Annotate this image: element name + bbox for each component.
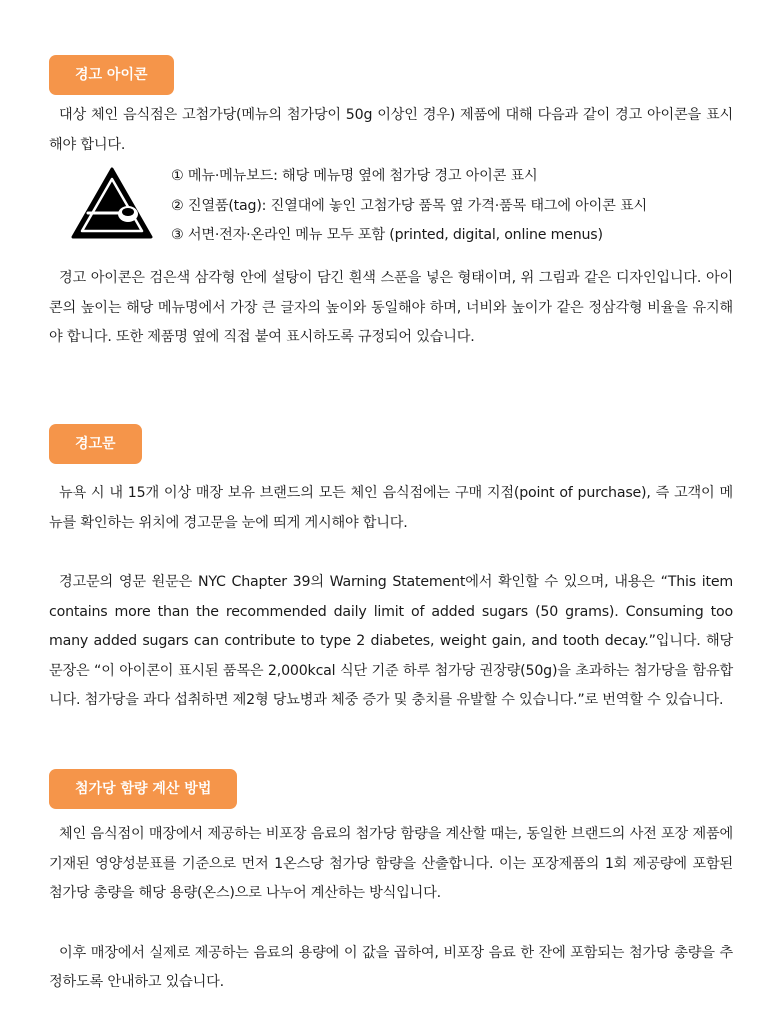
paragraph: 체인 음식점이 매장에서 제공하는 비포장 음료의 첨가당 함량을 계산할 때는, 동일한 브랜드의 사전 포장 제품에 기재된 영양성분표를 기준으로 먼저 1온스당 첨가당 함량을 산출합니다. 이는 포장제품의 1회 제공량에 포함된 첨가당 총량을 해당 용량(온스)으로 나누어 계산하는 방식입니다. — [49, 826, 733, 901]
section-warning-statement — [49, 424, 733, 716]
paragraph: 경고문의 영문 원문은 NYC Chapter 39의 Warning Statement에서 확인할 수 있으며, 내용은 “This item contains more than the recommended daily limit of added sugars (50 grams). Consuming too many added sugars can contribute to type 2 diabetes, weight gain, and tooth decay.”입니다. 해당 문장은 “이 아이콘이 표시된 품목은 2,000kcal 식단 기준 하루 첨가당 권장량(50g)을 초과하는 첨가당을 함유합니다. 첨가당을 과다 섭취하면 제2형 당뇨병과 체중 증가 및 충치를 유발할 수 있습니다.”로 번역할 수 있습니다. — [49, 574, 733, 708]
section-sugar-calculation — [49, 769, 733, 998]
icon-placement-list — [171, 162, 647, 251]
list-item: ① 메뉴·메뉴보드: 해당 메뉴명 옆에 첨가당 경고 아이콘 표시 — [171, 168, 538, 184]
paragraph: 경고 아이콘은 검은색 삼각형 안에 설탕이 담긴 흰색 스푼을 넣은 형태이며, 위 그림과 같은 디자인입니다. 아이콘의 높이는 해당 메뉴명에서 가장 큰 글자의 높이와 동일해야 하며, 너비와 높이가 같은 정삼각형 비율을 유지해야 합니다. 또한 제품명 옆에 직접 붙여 표시하도록 규정되어 있습니다. — [49, 270, 733, 345]
section-heading: 첨가당 함량 계산 방법 — [49, 769, 237, 809]
section-heading: 경고문 — [49, 424, 142, 464]
icon-list-row — [49, 162, 733, 250]
paragraph: 뉴욕 시 내 15개 이상 매장 보유 브랜드의 모든 체인 음식점에는 구매 지점(point of purchase), 즉 고객이 메뉴를 확인하는 위치에 경고문을 눈에 띄게 게시해야 합니다. — [49, 485, 733, 531]
added-sugar-warning-icon — [70, 166, 154, 240]
list-item: ③ 서면·전자·온라인 메뉴 모두 포함 (printed, digital, online menus) — [171, 227, 603, 243]
section-heading: 경고 아이콘 — [49, 55, 174, 95]
list-item: ② 진열품(tag): 진열대에 놓인 고첨가당 품목 옆 가격·품목 태그에 아이콘 표시 — [171, 197, 647, 214]
section-warning-icon — [49, 55, 733, 353]
paragraph: 대상 체인 음식점은 고첨가당(메뉴의 첨가당이 50g 이상인 경우) 제품에 대해 다음과 같이 경고 아이콘을 표시해야 합니다. — [49, 107, 733, 153]
paragraph: 이후 매장에서 실제로 제공하는 음료의 용량에 이 값을 곱하여, 비포장 음료 한 잔에 포함되는 첨가당 총량을 추정하도록 안내하고 있습니다. — [49, 944, 733, 990]
